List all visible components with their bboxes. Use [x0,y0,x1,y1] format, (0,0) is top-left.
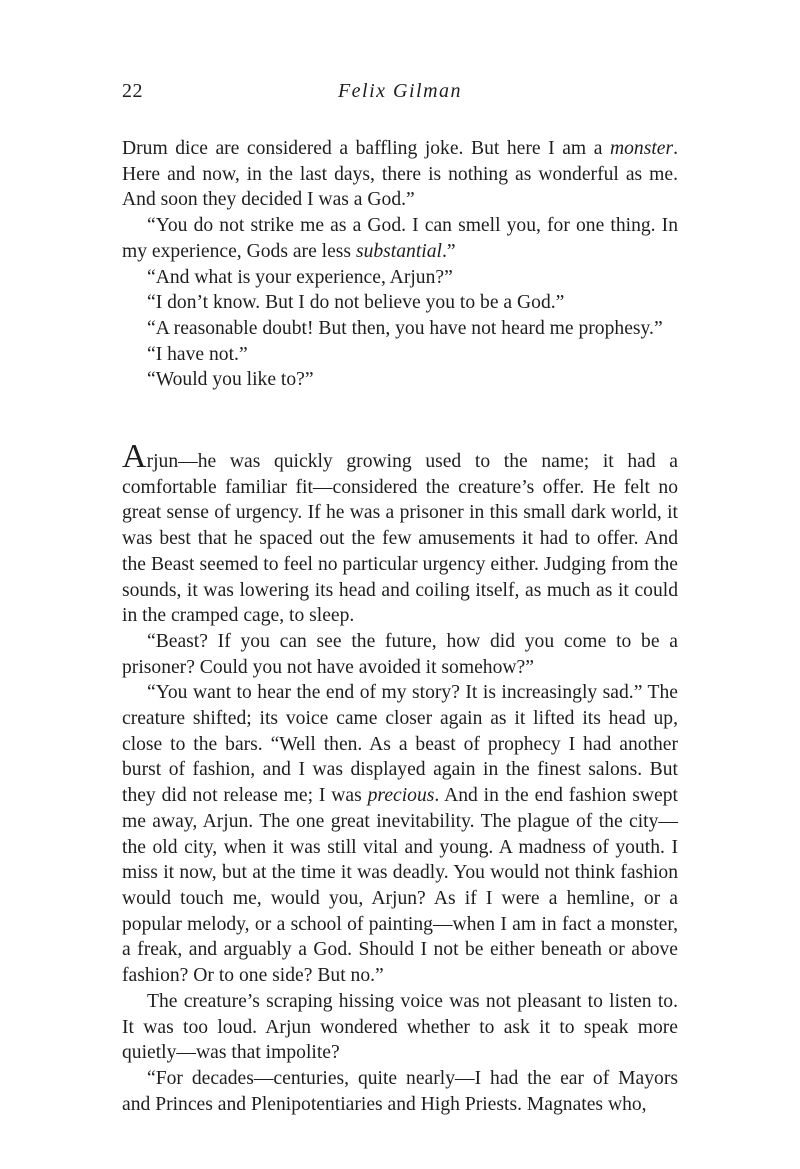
emphasis: monster [609,138,674,159]
text-run: .” [441,240,456,262]
paragraph: “And what is your experience, Arjun?” [147,266,453,288]
paragraph: “A reasonable doubt! But then, you have not heard me prophesy.” [147,317,663,339]
paragraph [122,680,678,988]
page-number: 22 [122,80,143,102]
paragraph: “For decades—centuries, quite nearly—I had the ear of Mayors and Princes and Plenipotentiaries and High Priests. Magnates who, [122,1067,678,1115]
text-run: Drum dice are considered a baffling joke. But here I am a [122,138,610,159]
section-break [122,393,678,444]
paragraph: The creature’s scraping hissing voice was not pleasant to listen to. It was too loud. Arjun wondered whether to ask it to speak more quietly—was that impolite? [122,990,678,1064]
running-head: Felix Gilman [337,80,463,102]
text-run: rjun—he was quickly growing used to the name; it had a comfortable familiar fit—considered the creature’s offer. He felt no great sense of urgency. If he was a prisoner in this small dark world, it was best that he spaced out the few amusements it had to offer. And the Beast seemed to feel no particular urgency either. Judging from the sounds, it was lowering its head and coiling itself, as much as it could in the cramped cage, to sleep. [122,451,678,627]
text-run: “You do not strike me as a God. I can smell you, for one thing. In my experience, Gods are less [122,215,678,262]
drop-cap: A [122,438,147,476]
paragraph [122,213,678,264]
paragraph: “I have not.” [147,343,248,365]
paragraph [122,438,678,629]
emphasis: precious [367,785,435,807]
paragraph: “Would you like to?” [147,369,314,391]
text-run: . Here and now, in the last days, there is nothing as wonderful as me. And soon they decided I was a God.” [122,138,678,211]
body-text [122,136,678,1117]
paragraph: “I don’t know. But I do not believe you to be a God.” [147,292,565,314]
text-run: “You want to hear the end of my story? It is increasingly sad.” The creature shifted; its voice came closer again as it lifted its head up, close to the bars. “Well then. As a beast of prophecy I had another burst of fashion, and I was displayed again in the finest salons. But they did not release me; I was [122,682,678,807]
paragraph: “Beast? If you can see the future, how did you come to be a prisoner? Could you not have avoided it somehow?” [122,630,678,678]
paragraph [122,136,678,213]
text-run: . And in the end fashion swept me away, Arjun. The one great inevitability. The plague of the city—the old city, when it was still vital and young. A madness of youth. I miss it now, but at the time it was deadly. You would not think fashion would touch me, would you, Arjun? As if I were a hemline, or a popular melody, or a school of painting—when I am in fact a monster, a freak, and arguably a God. Should I not be either beneath or above fashion? Or to one side? But no.” [122,785,678,987]
emphasis: substantial [355,240,442,262]
page-header [122,80,678,110]
